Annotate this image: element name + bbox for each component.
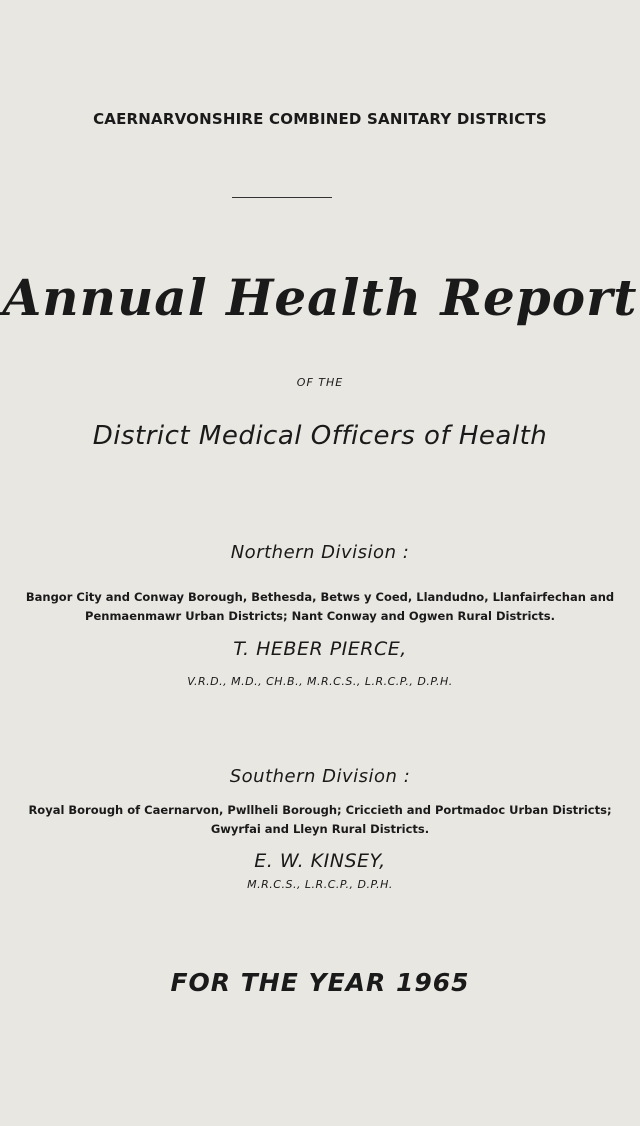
divider-rule	[232, 197, 332, 198]
southern-districts-line-2: Gwyrfai and Lleyn Rural Districts.	[210, 822, 430, 836]
of-the-label: OF THE	[296, 376, 344, 389]
southern-division-heading: Southern Division :	[229, 766, 411, 787]
header-title: CAERNARVONSHIRE COMBINED SANITARY DISTRICTS	[93, 110, 547, 128]
northern-division-heading: Northern Division :	[230, 542, 410, 563]
southern-districts-line-1: Royal Borough of Caernarvon, Pwllheli Borough; Criccieth and Portmadoc Urban Districts;	[28, 803, 612, 817]
report-year: FOR THE YEAR 1965	[170, 968, 470, 997]
report-subtitle: District Medical Officers of Health	[92, 421, 548, 451]
southern-officer-qualifications: M.R.C.S., L.R.C.P., D.P.H.	[247, 878, 393, 891]
report-title: Annual Health Report	[2, 268, 638, 327]
northern-districts-line-1: Bangor City and Conway Borough, Bethesda, Betws y Coed, Llandudno, Llanfairfechan and	[25, 590, 615, 604]
northern-districts-line-2: Penmaenmawr Urban Districts; Nant Conway and Ogwen Rural Districts.	[85, 609, 555, 623]
northern-officer-qualifications: V.R.D., M.D., CH.B., M.R.C.S., L.R.C.P., D.P.H.	[187, 675, 453, 688]
northern-officer-name: T. HEBER PIERCE,	[233, 638, 407, 660]
southern-officer-name: E. W. KINSEY,	[254, 850, 386, 872]
